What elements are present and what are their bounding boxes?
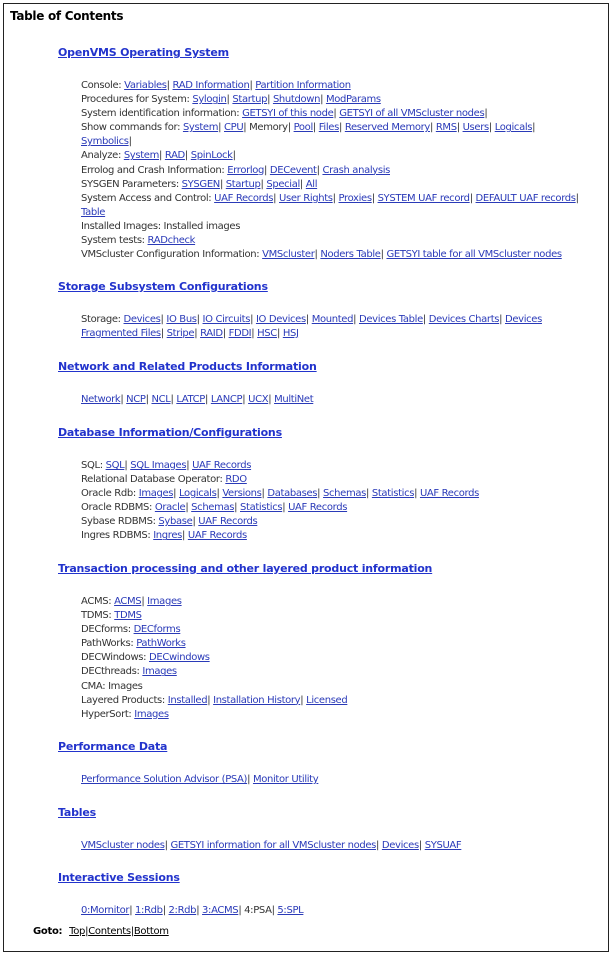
link-uaf-records[interactable]: UAF Records	[288, 502, 348, 514]
section-storage-subsystem-configurations	[58, 280, 598, 341]
line-label: SQL:	[81, 460, 106, 471]
section-transaction-processing-and-other-layered-product-information	[58, 562, 598, 722]
link-separator: |	[130, 926, 134, 937]
link-fragmented-files[interactable]: Fragmented Files	[81, 328, 161, 340]
link-3-acms[interactable]: 3:ACMS	[202, 905, 239, 916]
link-multinet[interactable]: MultiNet	[274, 394, 314, 405]
section-heading-link[interactable]: Interactive Sessions	[58, 871, 180, 884]
section-lines	[58, 773, 598, 787]
link-user-rights[interactable]: User Rights	[279, 192, 333, 204]
link-separator: |	[456, 122, 463, 134]
link-rms[interactable]: RMS	[435, 122, 457, 134]
link-separator: |	[469, 192, 476, 204]
line-label: DECthreads:	[81, 666, 143, 678]
link-special[interactable]: Special	[266, 178, 300, 190]
link-separator: |	[184, 150, 191, 162]
link-sysgen[interactable]: SYSGEN	[181, 178, 220, 190]
link-images[interactable]: Images	[142, 666, 177, 678]
link-separator: |	[162, 905, 169, 916]
link-vmscluster[interactable]: VMScluster	[262, 249, 315, 261]
link-errorlog[interactable]: Errorlog	[227, 164, 265, 176]
line-label: ACMS:	[81, 596, 115, 607]
link-uaf-records[interactable]: UAF Records	[198, 516, 258, 528]
toc-line	[81, 93, 598, 107]
link-separator: |	[129, 905, 136, 916]
link-sql[interactable]: SQL	[105, 460, 125, 471]
link-files[interactable]: Files	[318, 122, 339, 134]
link-decwindows[interactable]: DECwindows	[149, 652, 210, 664]
toc-line	[81, 149, 598, 163]
link-separator: |	[192, 516, 199, 528]
link-system-uaf-record[interactable]: SYSTEM UAF record	[377, 192, 470, 204]
link-logicals[interactable]: Logicals	[179, 488, 217, 500]
link-separator: |	[207, 694, 214, 706]
link-acms[interactable]: ACMS	[114, 596, 142, 607]
link-separator: |	[353, 314, 359, 325]
link-separator: |	[216, 488, 223, 500]
link-shutdown[interactable]: Shutdown	[272, 94, 321, 106]
link-separator: |	[575, 192, 579, 204]
link-separator: |	[128, 136, 132, 148]
line-label: Sybase RDBMS:	[81, 516, 159, 528]
toc-line	[81, 248, 598, 262]
link-separator: |	[268, 394, 275, 405]
link-noders-table[interactable]: Noders Table	[320, 249, 381, 261]
link-partition-information[interactable]: Partition Information	[255, 80, 351, 91]
line-label: Installed Images: Installed images	[81, 220, 241, 232]
link-separator: |	[196, 905, 203, 916]
link-uaf-records[interactable]: UAF Records	[187, 530, 247, 542]
link-uaf-records[interactable]: UAF Records	[419, 488, 479, 500]
link-versions[interactable]: Versions	[222, 488, 262, 500]
toc-line	[81, 515, 598, 529]
toc-line	[81, 121, 598, 135]
toc-line	[81, 595, 598, 609]
link-performance-solution-advisor-psa[interactable]: Performance Solution Advisor (PSA)	[81, 774, 248, 785]
link-separator: |	[185, 502, 192, 514]
link-decforms[interactable]: DECforms	[133, 624, 181, 636]
link-separator: |	[159, 150, 165, 162]
line-label: Oracle Rdb:	[81, 488, 139, 500]
line-label: Storage:	[81, 314, 124, 325]
link-separator: |	[164, 840, 171, 851]
link-schemas[interactable]: Schemas	[323, 488, 366, 500]
link-cpu[interactable]: CPU	[224, 122, 244, 134]
link-separator: |	[145, 394, 152, 405]
link-separator: |	[204, 394, 211, 405]
link-oracle[interactable]: Oracle	[154, 502, 186, 514]
link-separator: |	[332, 192, 339, 204]
link-separator: |	[418, 840, 425, 851]
link-separator: |	[222, 328, 229, 340]
section-lines	[58, 904, 598, 918]
line-label: PathWorks:	[81, 638, 137, 650]
link-images[interactable]: Images	[138, 488, 174, 500]
link-separator: |	[226, 94, 233, 106]
link-images[interactable]: Images	[134, 708, 169, 720]
link-separator: |	[261, 488, 268, 500]
link-system[interactable]: System	[182, 122, 219, 134]
line-label: Analyze:	[81, 150, 124, 162]
section-lines	[58, 393, 598, 407]
line-label: TDMS:	[81, 610, 115, 622]
line-label: Relational Database Operator:	[81, 474, 226, 486]
line-label: Procedures for System:	[81, 94, 193, 106]
toc-line	[81, 487, 598, 501]
link-separator: |	[488, 122, 495, 134]
link-devices[interactable]: Devices	[123, 314, 161, 325]
section-tables	[58, 806, 598, 853]
link-getsyi-information-for-all-vmscluster-nodes[interactable]: GETSYI information for all VMScluster nodes	[170, 840, 377, 851]
link-hsj[interactable]: HSJ	[282, 328, 299, 340]
link-1-rdb[interactable]: 1:Rdb	[135, 905, 163, 916]
line-label: Errolog and Crash Information:	[81, 164, 228, 176]
link-separator: |	[196, 314, 203, 325]
toc-line	[81, 609, 598, 623]
toc-line	[81, 773, 598, 787]
line-label: Console:	[81, 80, 125, 91]
link-lancp[interactable]: LANCP	[210, 394, 243, 405]
link-separator: |	[218, 122, 224, 134]
link-table[interactable]: Table	[81, 206, 106, 218]
line-label: Oracle RDBMS:	[81, 502, 155, 514]
toc-line	[81, 651, 598, 665]
link-spinlock[interactable]: SpinLock	[190, 150, 233, 162]
toc-line	[81, 313, 598, 327]
link-databases[interactable]: Databases	[267, 488, 318, 500]
toc-line	[81, 665, 598, 679]
link-ncp[interactable]: NCP	[126, 394, 146, 405]
link-io-devices[interactable]: IO Devices	[255, 314, 306, 325]
link-separator: |	[160, 328, 167, 340]
link-fddi[interactable]: FDDI	[228, 328, 252, 340]
section-performance-data	[58, 740, 598, 787]
link-installed[interactable]: Installed	[167, 694, 208, 706]
section-heading-link[interactable]: Storage Subsystem Configurations	[58, 280, 268, 293]
link-ingres[interactable]: Ingres	[153, 530, 182, 542]
link-0-mornitor[interactable]: 0:Mornitor	[81, 905, 130, 916]
link-latcp[interactable]: LATCP	[176, 394, 205, 405]
goto-contents-link[interactable]: Contents	[88, 926, 131, 937]
link-uaf-records[interactable]: UAF Records	[214, 192, 274, 204]
link-separator: |	[484, 108, 488, 120]
link-devices[interactable]: Devices	[505, 314, 542, 325]
section-openvms-operating-system	[58, 46, 598, 262]
link-modparams[interactable]: ModParams	[325, 94, 381, 106]
toc-line	[81, 206, 598, 220]
toc-line	[81, 839, 598, 853]
link-separator: |	[232, 150, 236, 162]
link-rad-information[interactable]: RAD Information	[172, 80, 250, 91]
section-database-information-configurations	[58, 426, 598, 544]
link-startup[interactable]: Startup	[232, 94, 268, 106]
link-separator: |	[376, 840, 382, 851]
link-separator: |	[371, 192, 378, 204]
link-separator: |	[160, 314, 167, 325]
section-interactive-sessions	[58, 871, 598, 918]
link-separator: |	[273, 192, 279, 204]
link-default-uaf-records[interactable]: DEFAULT UAF records	[475, 192, 576, 204]
link-separator: |	[282, 502, 289, 514]
line-label: System tests:	[81, 235, 148, 247]
link-separator: |	[170, 394, 177, 405]
link-separator: |	[186, 460, 193, 471]
goto-top-link[interactable]: Top	[69, 926, 86, 937]
section-lines	[58, 839, 598, 853]
toc-line	[81, 637, 598, 651]
link-installation-history[interactable]: Installation History	[213, 694, 301, 706]
link-separator: |	[317, 488, 324, 500]
link-separator: |	[320, 94, 326, 106]
link-users[interactable]: Users	[462, 122, 489, 134]
link-vmscluster-nodes[interactable]: VMScluster nodes	[81, 840, 165, 851]
link-separator: |	[243, 122, 250, 134]
toc-line	[81, 327, 598, 341]
link-logicals[interactable]: Logicals	[494, 122, 533, 134]
toc-line	[81, 192, 598, 206]
link-uaf-records[interactable]: UAF Records	[192, 460, 252, 471]
link-separator: |	[173, 488, 180, 500]
link-separator: |	[85, 926, 89, 937]
link-proxies[interactable]: Proxies	[338, 192, 372, 204]
link-separator: |	[264, 164, 270, 176]
link-reserved-memory[interactable]: Reserved Memory	[344, 122, 430, 134]
link-separator: |	[380, 249, 387, 261]
line-label: VMScluster Configuration Information:	[81, 249, 263, 261]
link-separator: |	[312, 122, 319, 134]
link-rad[interactable]: RAD	[164, 150, 185, 162]
toc-line	[81, 501, 598, 515]
section-heading-link[interactable]: Performance Data	[58, 740, 168, 753]
link-devices[interactable]: Devices	[381, 840, 419, 851]
link-separator: |	[300, 694, 307, 706]
toc-line	[81, 904, 598, 918]
link-radcheck[interactable]: RADcheck	[147, 235, 196, 247]
link-separator: |	[251, 328, 258, 340]
link-separator: |	[422, 314, 429, 325]
line-label: DECforms:	[81, 624, 134, 636]
link-separator: |	[532, 122, 536, 134]
link-separator: |	[414, 488, 420, 500]
link-io-circuits[interactable]: IO Circuits	[202, 314, 251, 325]
section-network-and-related-products-information	[58, 360, 598, 407]
link-system[interactable]: System	[123, 150, 160, 162]
line-label: Show commands for:	[81, 122, 183, 134]
link-pathworks[interactable]: PathWorks	[136, 638, 186, 650]
line-label: HyperSort:	[81, 708, 135, 720]
link-separator: |	[333, 108, 340, 120]
link-sylogin[interactable]: Sylogin	[192, 94, 227, 106]
toc-line	[81, 694, 598, 708]
link-separator: |	[299, 178, 306, 190]
link-separator: |	[499, 314, 505, 325]
link-separator: |	[166, 80, 173, 91]
link-5-spl[interactable]: 5:SPL	[277, 905, 304, 916]
link-schemas[interactable]: Schemas	[191, 502, 235, 514]
line-label: System identification information:	[81, 108, 243, 120]
toc-line	[81, 107, 598, 121]
section-heading-link[interactable]: Transaction processing and other layered product information	[58, 562, 433, 575]
toc-line	[81, 178, 598, 192]
link-ucx[interactable]: UCX	[248, 394, 269, 405]
link-separator: |	[194, 328, 201, 340]
link-sysuaf[interactable]: SYSUAF	[424, 840, 462, 851]
line-label: SYSGEN Parameters:	[81, 178, 182, 190]
toc-line	[81, 623, 598, 637]
link-separator: |	[316, 164, 323, 176]
link-separator: |	[141, 596, 148, 607]
link-separator: |	[120, 394, 127, 405]
link-decevent[interactable]: DECevent	[269, 164, 317, 176]
link-sql-images[interactable]: SQL Images	[130, 460, 187, 471]
section-lines	[58, 595, 598, 722]
link-mounted[interactable]: Mounted	[311, 314, 354, 325]
link-getsyi-of-this-node[interactable]: GETSYI of this node	[242, 108, 334, 120]
link-memory: Memory	[249, 122, 288, 134]
line-label: System Access and Control:	[81, 192, 215, 204]
link-getsyi-table-for-all-vmscluster-nodes[interactable]: GETSYI table for all VMScluster nodes	[386, 249, 562, 261]
link-separator: |	[234, 502, 240, 514]
link-pool[interactable]: Pool	[293, 122, 313, 134]
link-monitor-utility[interactable]: Monitor Utility	[252, 774, 319, 785]
toc-line	[81, 473, 598, 487]
link-getsyi-of-all-vmscluster-nodes[interactable]: GETSYI of all VMScluster nodes	[339, 108, 485, 120]
link-startup[interactable]: Startup	[225, 178, 261, 190]
link-images[interactable]: Images	[147, 596, 182, 607]
toc-line	[81, 529, 598, 543]
link-raid[interactable]: RAID	[200, 328, 223, 340]
link-separator: |	[287, 122, 294, 134]
link-separator: |	[124, 460, 131, 471]
link-io-bus[interactable]: IO Bus	[166, 314, 197, 325]
goto-bottom-link[interactable]: Bottom	[133, 926, 169, 937]
link-tdms[interactable]: TDMS	[114, 610, 142, 622]
link-separator: |	[314, 249, 321, 261]
toc-line	[81, 234, 598, 248]
link-separator: |	[242, 394, 249, 405]
link-separator: |	[249, 80, 256, 91]
link-separator: |	[250, 314, 256, 325]
section-lines	[58, 79, 598, 262]
line-label: Ingres RDBMS:	[81, 530, 154, 542]
goto-bar	[33, 926, 169, 937]
link-separator: |	[338, 122, 345, 134]
toc-line	[81, 708, 598, 722]
link-separator: |	[276, 328, 283, 340]
link-crash-analysis[interactable]: Crash analysis	[322, 164, 390, 176]
link-network[interactable]: Network	[81, 394, 121, 405]
section-lines	[58, 459, 598, 544]
link-separator: |	[267, 94, 273, 106]
goto-label: Goto:	[33, 926, 63, 937]
link-separator: |	[429, 122, 436, 134]
link-separator: |	[247, 774, 253, 785]
toc-line	[81, 79, 598, 93]
link-statistics[interactable]: Statistics	[371, 488, 415, 500]
line-label: CMA: Images	[81, 680, 143, 692]
link-separator: |	[219, 178, 226, 190]
link-variables[interactable]: Variables	[124, 80, 167, 91]
link-2-rdb[interactable]: 2:Rdb	[168, 905, 197, 916]
link-stripe[interactable]: Stripe	[166, 328, 195, 340]
line-label: DECWindows:	[81, 652, 149, 664]
toc-line	[81, 135, 598, 149]
link-devices-table[interactable]: Devices Table	[358, 314, 423, 325]
section-lines	[58, 313, 598, 341]
line-label: Layered Products:	[81, 694, 168, 706]
page-title: Table of Contents	[10, 9, 124, 23]
link-hsc[interactable]: HSC	[257, 328, 277, 340]
link-licensed[interactable]: Licensed	[306, 694, 348, 706]
toc-line	[81, 459, 598, 473]
link-separator: |	[271, 905, 278, 916]
link-all[interactable]: All	[305, 178, 318, 190]
link-rdo[interactable]: RDO	[225, 474, 247, 486]
toc-line	[81, 164, 598, 178]
link-separator: |	[305, 314, 312, 325]
link-separator: |	[238, 905, 245, 916]
link-separator: |	[260, 178, 267, 190]
link-4-psa: 4:PSA	[244, 905, 272, 916]
link-separator: |	[182, 530, 188, 542]
link-separator: |	[366, 488, 372, 500]
link-ncl[interactable]: NCL	[151, 394, 171, 405]
link-symbolics[interactable]: Symbolics	[81, 136, 129, 148]
toc-line	[81, 393, 598, 407]
toc-line	[81, 220, 598, 234]
link-devices-charts[interactable]: Devices Charts	[428, 314, 500, 325]
link-statistics[interactable]: Statistics	[240, 502, 283, 514]
link-sybase[interactable]: Sybase	[158, 516, 193, 528]
toc-line	[81, 680, 598, 694]
section-heading-link[interactable]: Database Information/Configurations	[58, 426, 282, 439]
section-heading-link[interactable]: OpenVMS Operating System	[58, 46, 229, 59]
section-heading-link[interactable]: Network and Related Products Information	[58, 360, 317, 373]
section-heading-link[interactable]: Tables	[58, 806, 96, 819]
